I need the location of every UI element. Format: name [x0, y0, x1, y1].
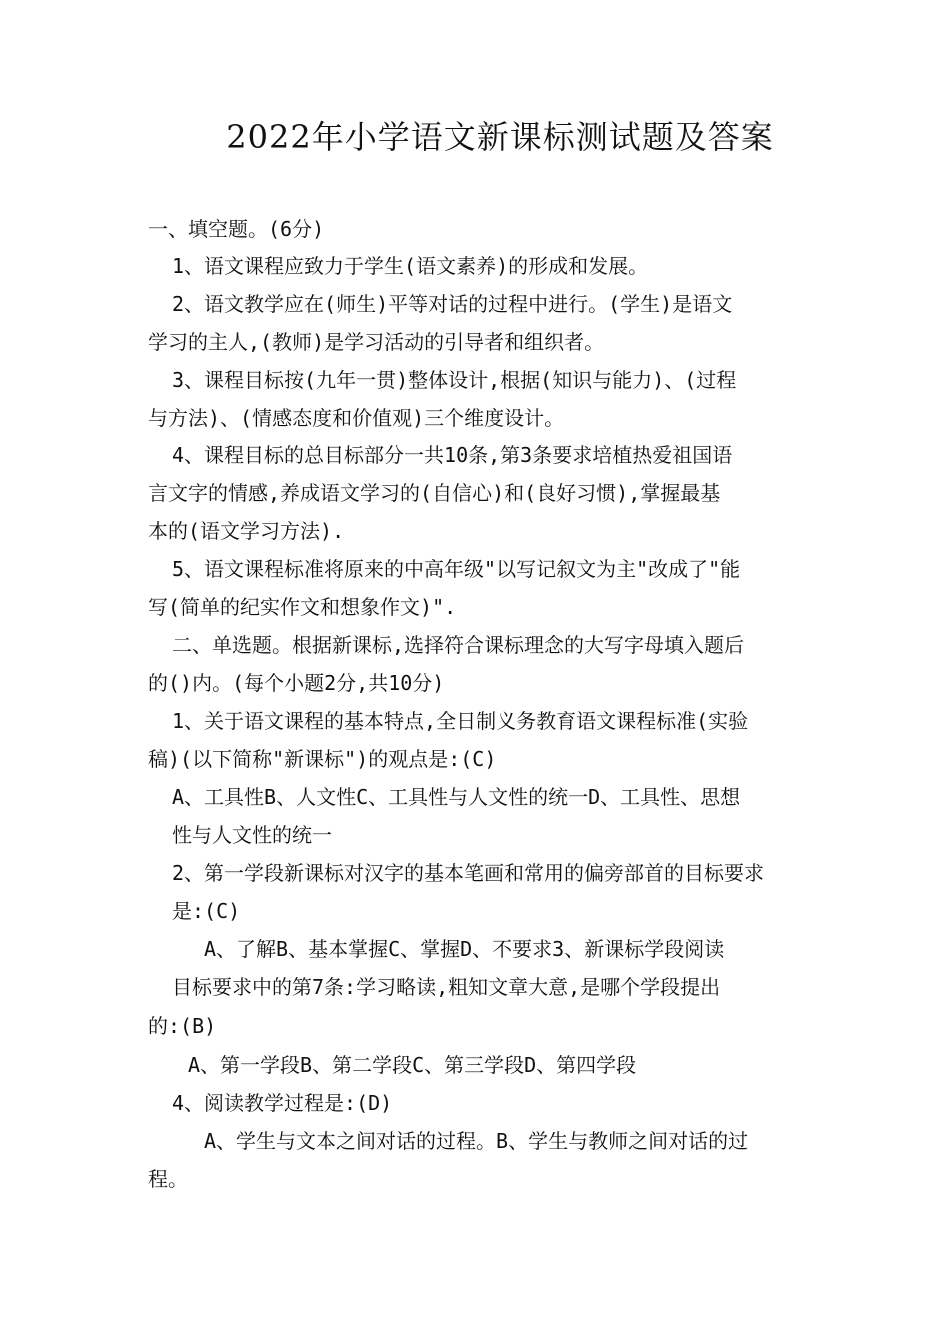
text-line: 程。 [148, 1167, 188, 1191]
text-line: 的:(B) [148, 1014, 217, 1038]
text-line: 4、课程目标的总目标部分一共10条,第3条要求培植热爱祖国语 [172, 443, 733, 467]
section-heading-fill-in: 一、填空题。(6分) [148, 217, 325, 241]
text-line: 的()内。(每个小题2分,共10分) [148, 671, 445, 695]
option-line: A、学生与文本之间对话的过程。B、学生与教师之间对话的过 [204, 1129, 749, 1153]
option-line: A、工具性B、人文性C、工具性与人文性的统一D、工具性、思想 [172, 785, 741, 809]
document-title: 2022年小学语文新课标测试题及答案 [226, 118, 774, 156]
section-heading-single-choice: 二、单选题。根据新课标,选择符合课标理念的大写字母填入题后 [172, 633, 745, 657]
text-line: 2、语文教学应在(师生)平等对话的过程中进行。(学生)是语文 [172, 292, 733, 316]
text-line: 学习的主人,(教师)是学习活动的引导者和组织者。 [148, 330, 605, 354]
text-line: 4、阅读教学过程是:(D) [172, 1091, 393, 1115]
text-line: 写(简单的纪实作文和想象作文)". [148, 595, 457, 619]
text-line: 1、关于语文课程的基本特点,全日制义务教育语文课程标准(实验 [172, 709, 749, 733]
text-line: 是:(C) [172, 899, 241, 923]
text-line: 3、课程目标按(九年一贯)整体设计,根据(知识与能力)、(过程 [172, 368, 737, 392]
text-line: 稿)(以下简称"新课标")的观点是:(C) [148, 747, 497, 771]
option-line: 性与人文性的统一 [172, 823, 332, 847]
text-line: 本的(语文学习方法). [148, 519, 345, 543]
text-line: 2、第一学段新课标对汉字的基本笔画和常用的偏旁部首的目标要求 [172, 861, 765, 885]
option-line: A、第一学段B、第二学段C、第三学段D、第四学段 [188, 1053, 637, 1077]
option-line: A、了解B、基本掌握C、掌握D、不要求3、新课标学段阅读 [204, 937, 725, 961]
text-line: 5、语文课程标准将原来的中高年级"以写记叙文为主"改成了"能 [172, 557, 741, 581]
text-line: 与方法)、(情感态度和价值观)三个维度设计。 [148, 406, 565, 430]
text-line: 目标要求中的第7条:学习略读,粗知文章大意,是哪个学段提出 [172, 975, 721, 999]
text-line: 言文字的情感,养成语文学习的(自信心)和(良好习惯),掌握最基 [148, 481, 721, 505]
text-line: 1、语文课程应致力于学生(语文素养)的形成和发展。 [172, 254, 649, 278]
